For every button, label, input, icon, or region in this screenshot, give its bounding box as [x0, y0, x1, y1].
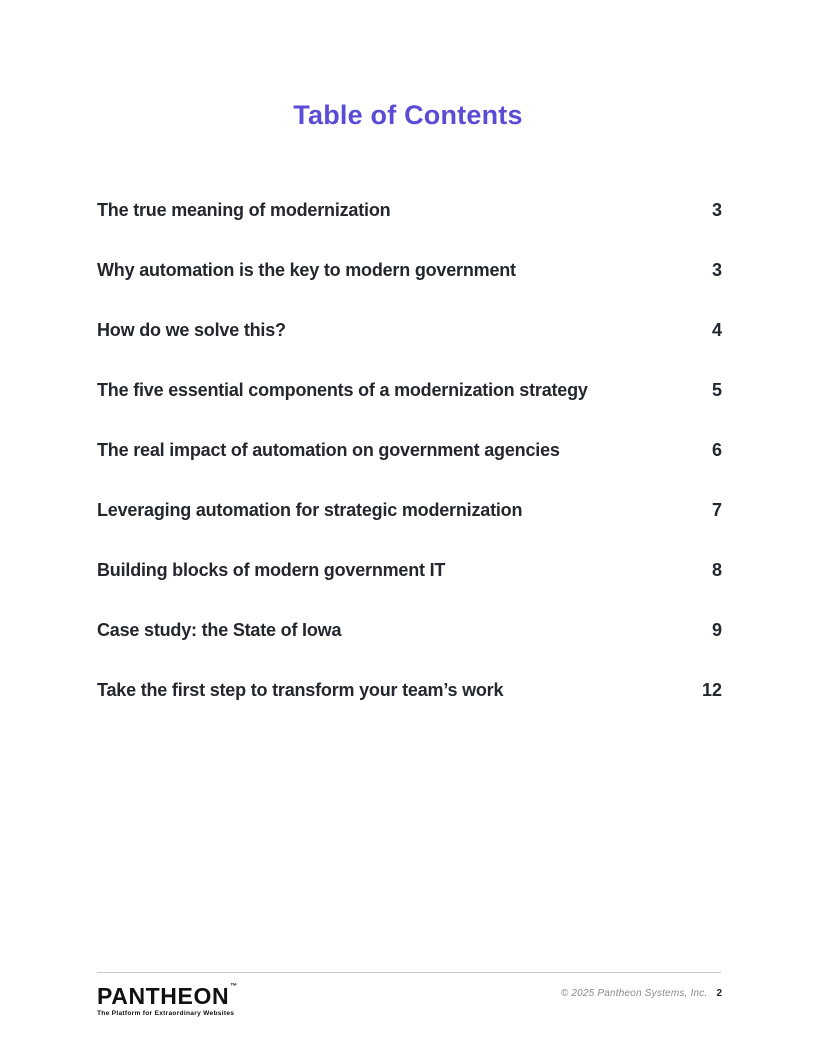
footer-divider [97, 972, 721, 973]
trademark-symbol: ™ [230, 983, 238, 990]
toc-entry[interactable] [97, 420, 722, 480]
toc-entry-page: 12 [701, 679, 722, 700]
toc-entry[interactable] [97, 240, 722, 300]
pantheon-logo [97, 985, 237, 1017]
toc-entry-page: 4 [711, 319, 722, 340]
toc-entry-label: Why automation is the key to modern government [97, 259, 516, 280]
pantheon-tagline: The Platform for Extraordinary Websites [97, 1010, 235, 1017]
toc-entry[interactable] [97, 660, 722, 720]
toc-entry-label: How do we solve this? [97, 319, 286, 340]
toc-entry-page: 3 [711, 199, 722, 220]
page-number: 2 [716, 988, 722, 999]
toc-entry-page: 3 [711, 259, 722, 280]
toc-entry-page: 8 [711, 559, 722, 580]
toc-entry[interactable] [97, 300, 722, 360]
toc-entry-page: 9 [711, 619, 722, 640]
toc-entry[interactable] [97, 600, 722, 660]
toc-entry-label: Take the first step to transform your team’s work [97, 679, 504, 700]
toc-entry-label: Case study: the State of Iowa [97, 619, 342, 640]
toc-entry[interactable] [97, 360, 722, 420]
toc-entry[interactable] [97, 540, 722, 600]
toc-entry-label: The five essential components of a modernization strategy [97, 379, 588, 400]
copyright-text: © 2025 Pantheon Systems, Inc. [560, 988, 708, 999]
toc-entry[interactable] [97, 480, 722, 540]
toc-entry-label: The true meaning of modernization [97, 199, 391, 220]
toc-entry-page: 7 [711, 499, 722, 520]
toc-entry-label: The real impact of automation on government agencies [97, 439, 560, 460]
footer-meta [561, 988, 722, 999]
page-title: Table of Contents [293, 100, 523, 130]
toc-entry[interactable] [97, 180, 722, 240]
toc-entry-page: 6 [711, 439, 722, 460]
toc-entry-label: Building blocks of modern government IT [97, 559, 446, 580]
pantheon-wordmark: PANTHEON™ [97, 983, 238, 1009]
toc-entry-label: Leveraging automation for strategic modernization [97, 499, 523, 520]
table-of-contents [97, 180, 722, 720]
toc-entry-page: 5 [711, 379, 722, 400]
